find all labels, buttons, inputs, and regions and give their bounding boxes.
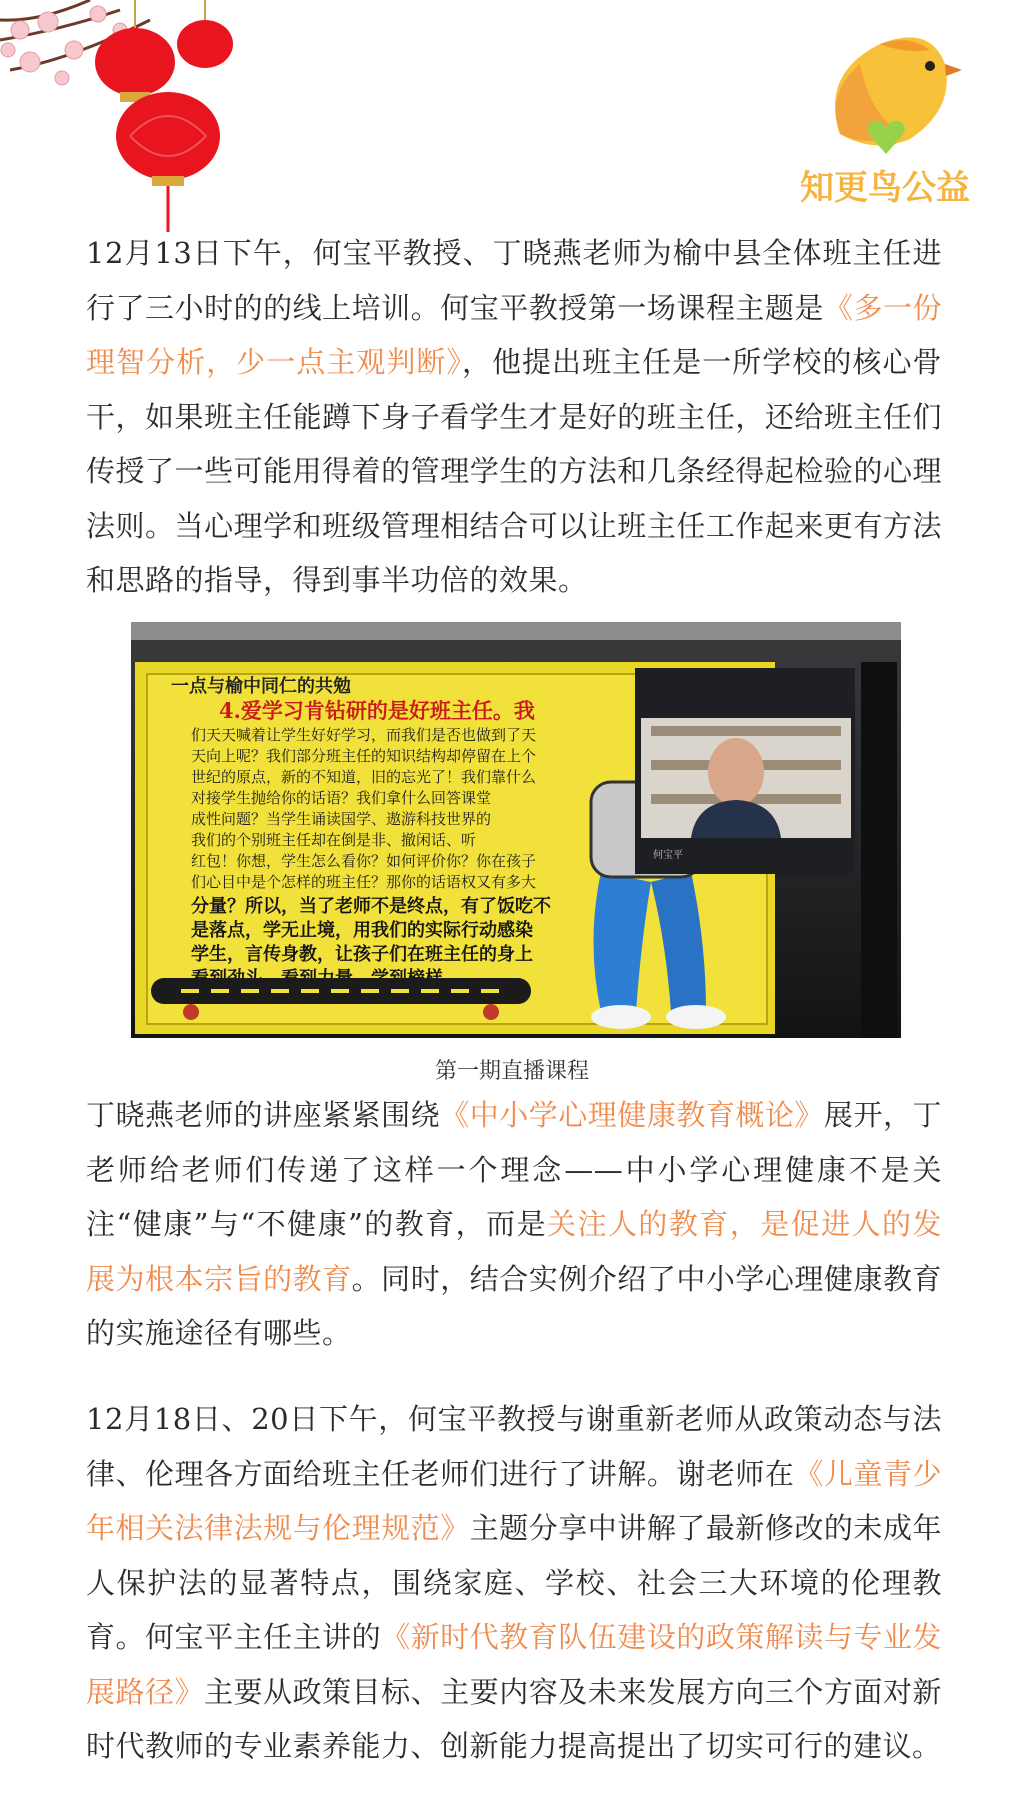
p2-text-2: 展开，丁老师给老师们传递了这样一个理念——中小学心理健康不是关注“健康”与“不健康”的教育，而是	[86, 1098, 942, 1241]
p1-text-1: 12月13日下午，何宝平教授、丁晓燕老师为榆中县全体班主任进行了三小时的的线上培训。何宝平教授第一场课程主题是	[86, 236, 942, 325]
p2-text-1: 丁晓燕老师的讲座紧紧围绕	[86, 1098, 441, 1132]
slide-line-3: 世纪的原点，新的不知道，旧的忘光了！我们靠什么	[191, 768, 537, 786]
p3-text-2: 主题分享中讲解了最新修改的未成年人保护法的显著特点，围绕家庭、学校、社会三大环境的伦理教育。何宝平主任主讲的	[86, 1511, 942, 1654]
p3-course-title-2: 《新时代教育队伍建设的政策解读与专业发展路径》	[86, 1620, 942, 1709]
paragraph-3	[86, 1392, 942, 1774]
paragraph-2	[86, 1088, 942, 1361]
p2-highlight: 关注人的教育，是促进人的发展为根本宗旨的教育	[86, 1207, 942, 1296]
p1-text-2: ，他提出班主任是一所学校的核心骨干，如果班主任能蹲下身子看学生才是好的班主任，还给班主任们传授了一些可能用得着的管理学生的方法和几条经得起检验的心理法则。当心理学和班级管理相结合可以让班主任工作起来更有方法和思路的指导，得到事半功倍的效果。	[86, 345, 942, 597]
slide-heading: 4.爱学习肯钻研的是好班主任。我	[219, 698, 535, 723]
paragraph-1	[86, 226, 942, 608]
slide-line-7: 红包！你想，学生怎么看你？如何评价你？你在孩子	[191, 852, 537, 870]
slide-line-6: 我们的个别班主任却在倒是非、撤闲话、听	[191, 831, 477, 849]
slide-line-4: 对接学生抛给你的话语？我们拿什么回答课堂	[191, 789, 492, 807]
slide-line-10: 是落点，学无止境，用我们的实际行动感染	[191, 920, 533, 941]
p2-course-title: 《中小学心理健康教育概论》	[440, 1098, 824, 1132]
p3-text-1: 12月18日、20日下午，何宝平教授与谢重新老师从政策动态与法律、伦理各方面给班主任老师们进行了讲解。谢老师在	[86, 1402, 942, 1491]
slide-line-9: 分量？所以，当了老师不是终点，有了饭吃不	[191, 896, 551, 917]
live-lecture-photo	[131, 622, 901, 1038]
plum-blossom-lanterns-icon	[0, 0, 260, 240]
logo-text: 知更鸟公益	[800, 169, 970, 207]
p2-text-3: 。同时，结合实例介绍了中小学心理健康教育的实施途径有哪些。	[86, 1261, 942, 1350]
slide-line-2: 天向上呢？我们部分班主任的知识结构却停留在上个	[191, 747, 537, 765]
p1-course-title: 《多一份理智分析，少一点主观判断》	[86, 290, 942, 379]
video-participant-name: 何宝平	[653, 850, 683, 861]
slide-line-1: 们天天喊着让学生好好学习，而我们是否也做到了天	[191, 726, 537, 744]
slide-header: 一点与榆中同仁的共勉	[171, 676, 351, 697]
bird-heart-logo-icon	[780, 14, 990, 214]
slide-line-8: 们心目中是个怎样的班主任？那你的话语权又有多大	[191, 873, 537, 891]
slide-line-5: 成性问题？当学生诵读国学、遨游科技世界的	[191, 810, 492, 828]
p3-course-title-1: 《儿童青少年相关法律法规与伦理规范》	[86, 1456, 942, 1545]
p3-text-3: 主要从政策目标、主要内容及未来发展方向三个方面对新时代教师的专业素养能力、创新能力提高提出了切实可行的建议。	[86, 1674, 942, 1763]
photo-caption: 第一期直播课程	[434, 1059, 589, 1084]
slide-line-11: 学生，言传身教，让孩子们在班主任的身上	[191, 944, 533, 965]
